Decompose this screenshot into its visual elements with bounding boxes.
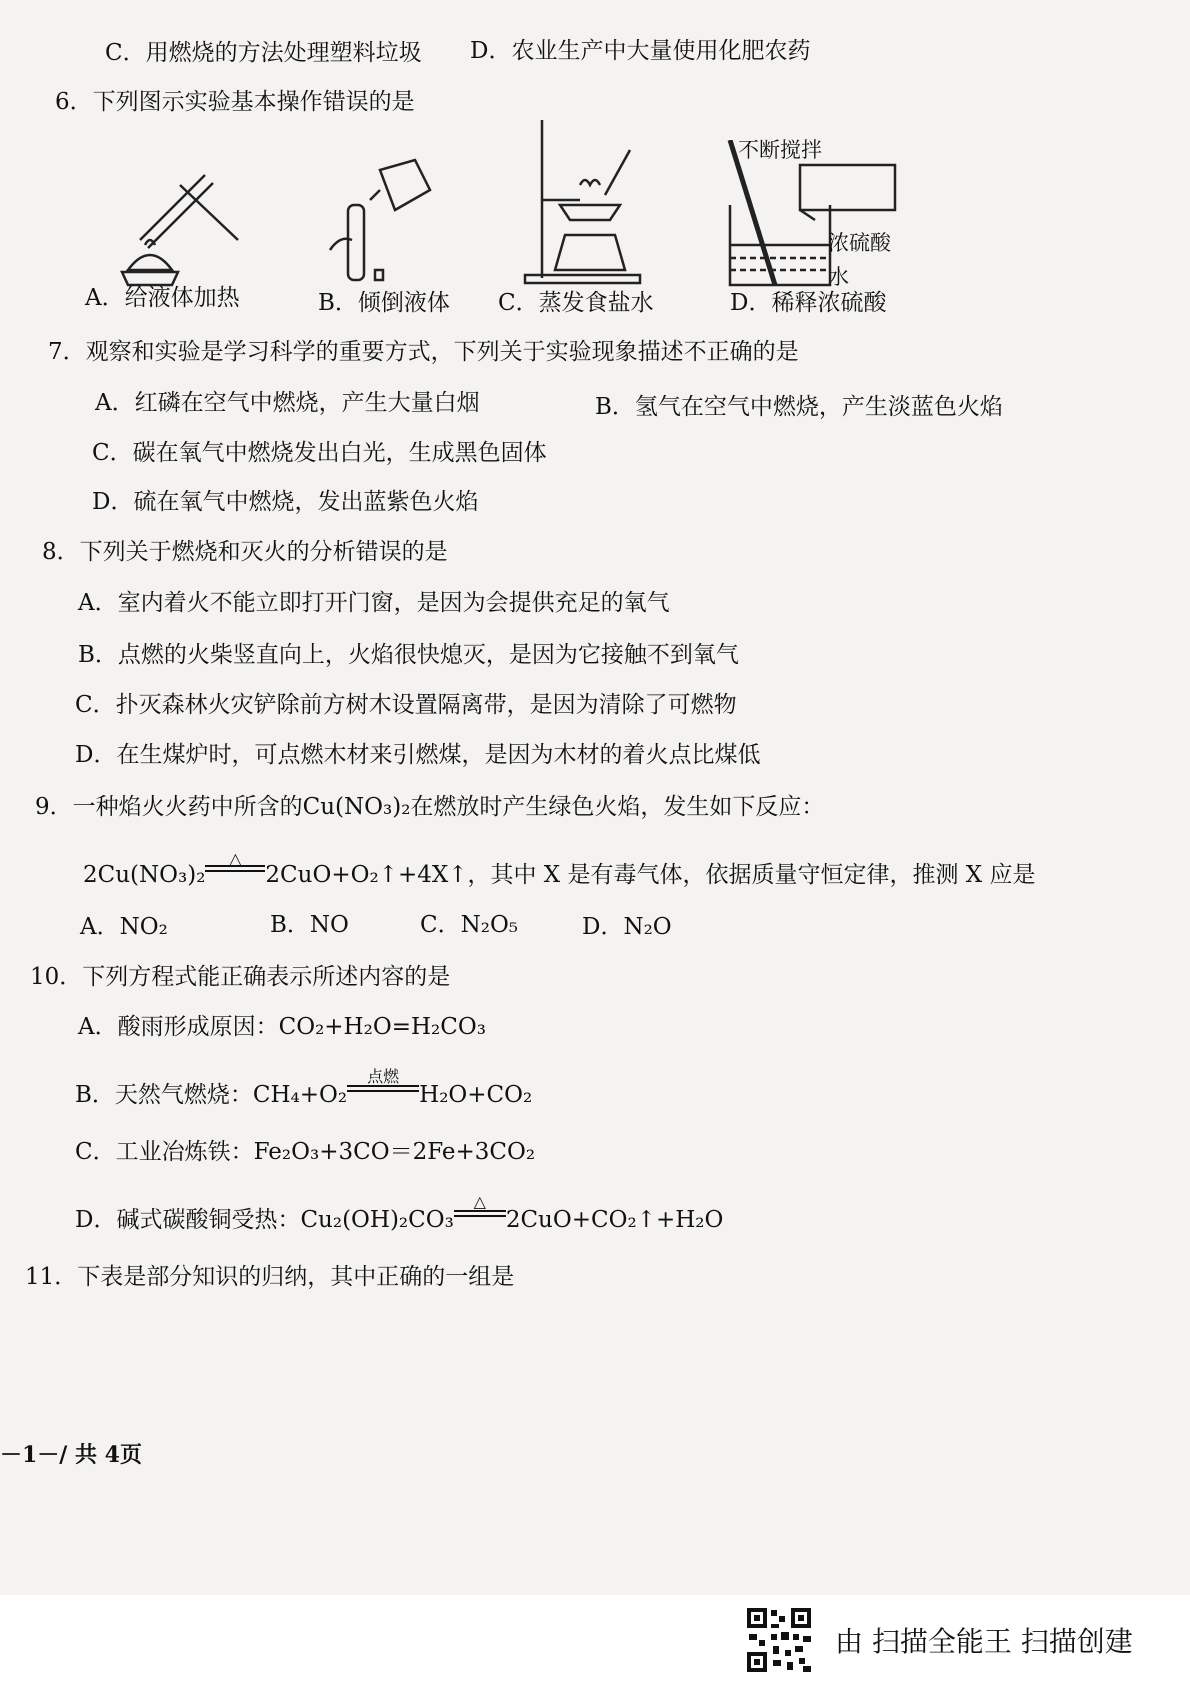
- q6-fig-d-label-water: 水: [828, 265, 849, 289]
- q7-option-b: B．氢气在空气中燃烧，产生淡蓝色火焰: [595, 394, 1003, 420]
- q10-option-d-arrow: [454, 1192, 506, 1227]
- q7-option-c: C．碳在氧气中燃烧发出白光，生成黑色固体: [92, 440, 547, 466]
- q9-eq-right: 2CuO+O₂↑+4X↑: [265, 862, 468, 888]
- figure-evaporating-salt-water: [520, 120, 650, 295]
- q10-option-b-condition: 点燃: [367, 1067, 400, 1086]
- q10-option-b-right: H₂O+CO₂: [419, 1082, 533, 1108]
- q7-stem: 7．观察和实验是学习科学的重要方式，下列关于实验现象描述不正确的是: [48, 339, 799, 365]
- q10-option-d: [75, 1192, 724, 1235]
- q10-option-b-label: B．天然气燃烧：CH₄+O₂: [75, 1082, 348, 1108]
- q9-option-b: B．NO: [270, 912, 349, 938]
- q8-stem: 8．下列关于燃烧和灭火的分析错误的是: [42, 539, 448, 565]
- figure-heating-liquid: [110, 150, 260, 295]
- q8-option-a: A．室内着火不能立即打开门窗，是因为会提供充足的氧气: [78, 590, 670, 616]
- q9-eq-left: 2Cu(NO₃)₂: [83, 862, 206, 888]
- q9-option-c: C．N₂O₅: [420, 912, 519, 938]
- q9-eq-condition: △: [229, 849, 242, 868]
- q10-option-d-right: 2CuO+CO₂↑+H₂O: [505, 1207, 724, 1233]
- q6-fig-c-caption: C．蒸发食盐水: [498, 290, 654, 316]
- q9-eq-tail: ，其中 X 是有毒气体，依据质量守恒定律，推测 X 应是: [467, 862, 1036, 888]
- q10-option-d-condition: △: [473, 1192, 486, 1211]
- q9-option-a: A．NO₂: [80, 914, 168, 940]
- q8-option-c: C．扑灭森林火灾铲除前方树木设置隔离带，是因为清除了可燃物: [75, 692, 737, 718]
- q6-fig-a-caption: A．给液体加热: [85, 285, 240, 311]
- q6-stem: 6．下列图示实验基本操作错误的是: [55, 89, 415, 115]
- page-number: －1－/ 共 4页: [0, 1442, 142, 1468]
- scanner-caption: 由 扫描全能王 扫描创建: [835, 1625, 1133, 1658]
- q10-option-a: A．酸雨形成原因：CO₂+H₂O=H₂CO₃: [78, 1014, 486, 1040]
- q10-stem: 10．下列方程式能正确表示所述内容的是: [30, 964, 451, 990]
- q6-fig-d-caption: D．稀释浓硫酸: [730, 290, 887, 316]
- q7-option-d: D．硫在氧气中燃烧，发出蓝紫色火焰: [92, 489, 479, 515]
- q10-option-b-arrow: [347, 1067, 419, 1102]
- qr-code-icon: [745, 1606, 813, 1674]
- q9-stem: 9．一种焰火火药中所含的Cu(NO₃)₂在燃放时产生绿色火焰，发生如下反应：: [35, 794, 825, 820]
- q8-option-d: D．在生煤炉时，可点燃木材来引燃煤，是因为木材的着火点比煤低: [75, 742, 761, 768]
- figure-pouring-liquid: [320, 150, 460, 295]
- q5-option-d: D．农业生产中大量使用化肥农药: [470, 38, 811, 64]
- q9-equation: [83, 849, 1036, 890]
- q10-option-d-label: D．碱式碳酸铜受热：Cu₂(OH)₂CO₃: [75, 1207, 454, 1233]
- q10-option-b: [75, 1067, 533, 1110]
- q8-option-b: B．点燃的火柴竖直向上，火焰很快熄灭，是因为它接触不到氧气: [78, 642, 739, 668]
- q5-option-c: C．用燃烧的方法处理塑料垃圾: [105, 40, 422, 66]
- q10-option-c: C．工业冶炼铁：Fe₂O₃+3CO＝2Fe+3CO₂: [75, 1139, 536, 1165]
- q6-fig-b-caption: B．倾倒液体: [318, 290, 450, 316]
- q9-option-d: D．N₂O: [582, 914, 672, 940]
- q6-fig-d-label-stir: 不断搅拌: [738, 138, 822, 162]
- q11-stem: 11．下表是部分知识的归纳，其中正确的一组是: [25, 1264, 515, 1290]
- q7-option-a: A．红磷在空气中燃烧，产生大量白烟: [95, 390, 480, 416]
- q9-eq-arrow: [205, 849, 265, 882]
- scanner-watermark: [745, 1598, 1190, 1678]
- q6-fig-d-label-acid: 浓硫酸: [828, 231, 891, 255]
